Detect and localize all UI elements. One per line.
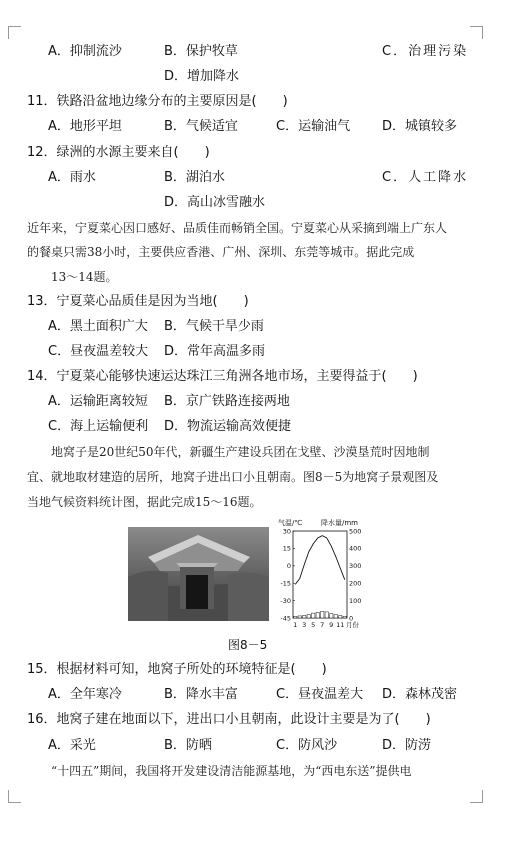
- precipitation-bar: [316, 612, 319, 618]
- passage2-line2: 宜、就地取材建造的居所，地窝子进出口小且朝南。图8－5为地窝子景观图及: [27, 470, 439, 484]
- q15-option-d[interactable]: D．森林茂密: [382, 687, 458, 702]
- q16-option-b[interactable]: B．防晒: [164, 738, 212, 753]
- precipitation-bar: [321, 611, 324, 618]
- chart-left-tick-label: 30: [282, 527, 291, 536]
- precipitation-bar: [339, 616, 342, 618]
- q11-option-b[interactable]: B．气候适宜: [164, 119, 238, 134]
- passage1-line1: 近年来，宁夏菜心因口感好、品质佳而畅销全国。宁夏菜心从采摘到端上广东人: [27, 221, 448, 235]
- precipitation-bar: [312, 613, 315, 618]
- q14-option-a[interactable]: A．运输距离较短: [48, 394, 148, 409]
- precipitation-bar: [307, 615, 310, 618]
- chart-left-tick-label: 0: [286, 562, 291, 571]
- chart-x-tick-label: 11: [336, 621, 345, 628]
- q15-option-c[interactable]: C．昼夜温差大: [276, 687, 364, 702]
- passage1-line3: 13～14题。: [51, 270, 118, 284]
- figure-caption: 图8－5: [228, 638, 268, 652]
- passage3-line1: “十四五”期间，我国将开发建设清洁能源基地，为“西电东送”提供电: [51, 764, 412, 778]
- chart-left-tick-label: -30: [280, 596, 291, 605]
- precipitation-bar: [343, 616, 346, 618]
- chart-x-tick-label: 9: [329, 621, 334, 628]
- crop-mark-bottom-left: [8, 790, 21, 803]
- temperature-line: [295, 536, 345, 585]
- chart-left-tick-label: -45: [280, 614, 291, 623]
- dwelling-photo: [128, 527, 269, 621]
- climate-chart: [276, 516, 372, 628]
- q14-option-b[interactable]: B．京广铁路连接两地: [164, 394, 290, 409]
- chart-right-axis-label: 降水量/mm: [321, 519, 358, 527]
- precipitation-bar: [298, 616, 301, 618]
- passage2-line3: 当地气候资料统计图，据此完成15～16题。: [27, 495, 262, 509]
- q11-option-c[interactable]: C．运输油气: [276, 119, 351, 134]
- q13-stem: 13．宁夏菜心品质佳是因为当地( ): [27, 294, 249, 309]
- q11-option-d[interactable]: D．城镇较多: [382, 119, 458, 134]
- crop-mark-top-left: [8, 26, 21, 39]
- chart-x-label: 月份: [346, 621, 359, 628]
- q10-option-b[interactable]: B．保护牧草: [164, 44, 238, 59]
- q13-option-c[interactable]: C．昼夜温差较大: [48, 344, 149, 359]
- q10-option-c[interactable]: C．治理污染: [382, 44, 469, 59]
- q16-option-c[interactable]: C．防风沙: [276, 738, 338, 753]
- q11-option-a[interactable]: A．地形平坦: [48, 119, 122, 134]
- chart-right-tick-label: 400: [349, 544, 362, 553]
- q16-stem: 16．地窝子建在地面以下，进出口小且朝南，此设计主要是为了( ): [27, 712, 431, 727]
- q11-stem: 11．铁路沿盆地边缘分布的主要原因是( ): [27, 94, 288, 109]
- q15-stem: 15．根据材料可知，地窝子所处的环境特征是( ): [27, 662, 327, 677]
- chart-right-tick-label: 500: [349, 527, 362, 536]
- chart-left-tick-label: -15: [280, 579, 291, 588]
- crop-mark-bottom-right: [470, 790, 483, 803]
- precipitation-bar: [294, 616, 297, 618]
- q14-option-d[interactable]: D．物流运输高效便捷: [164, 419, 292, 434]
- chart-left-axis-label: 气温/℃: [278, 519, 303, 527]
- q16-option-a[interactable]: A．采光: [48, 738, 96, 753]
- q10-option-d[interactable]: D．增加降水: [164, 69, 240, 84]
- q15-option-a[interactable]: A．全年寒冷: [48, 687, 122, 702]
- q12-option-c[interactable]: C．人工降水: [382, 170, 469, 185]
- q12-stem: 12．绿洲的水源主要来自( ): [27, 145, 210, 160]
- passage1-line2: 的餐桌只需38小时，主要供应香港、广州、深圳、东莞等城市。据此完成: [27, 245, 415, 259]
- chart-x-tick-label: 3: [302, 621, 307, 628]
- q12-option-a[interactable]: A．雨水: [48, 170, 96, 185]
- precipitation-bar: [330, 614, 333, 618]
- chart-left-tick-label: 15: [282, 544, 291, 553]
- q12-option-d[interactable]: D．高山冰雪融水: [164, 195, 266, 210]
- passage2-line1: 地窝子是20世纪50年代，新疆生产建设兵团在戈壁、沙漠垦荒时因地制: [51, 445, 430, 459]
- precipitation-bar: [303, 615, 306, 618]
- chart-right-tick-label: 200: [349, 579, 362, 588]
- chart-x-tick-label: 5: [311, 621, 316, 628]
- chart-x-tick-label: 7: [320, 621, 325, 628]
- q12-option-b[interactable]: B．湖泊水: [164, 170, 225, 185]
- chart-right-tick-label: 100: [349, 596, 362, 605]
- q15-option-b[interactable]: B．降水丰富: [164, 687, 238, 702]
- q10-option-a[interactable]: A．抑制流沙: [48, 44, 122, 59]
- chart-right-tick-label: 0: [349, 614, 354, 623]
- q16-option-d[interactable]: D．防涝: [382, 738, 432, 753]
- chart-right-tick-label: 300: [349, 562, 362, 571]
- chart-x-tick-label: 1: [293, 621, 298, 628]
- q14-option-c[interactable]: C．海上运输便利: [48, 419, 149, 434]
- precipitation-bar: [334, 615, 337, 618]
- precipitation-bar: [325, 612, 328, 618]
- q13-option-d[interactable]: D．常年高温多雨: [164, 344, 266, 359]
- q13-option-b[interactable]: B．气候干旱少雨: [164, 319, 264, 334]
- crop-mark-top-right: [470, 26, 483, 39]
- q14-stem: 14．宁夏菜心能够快速运达珠江三角洲各地市场，主要得益于( ): [27, 369, 418, 384]
- q13-option-a[interactable]: A．黑土面积广大: [48, 319, 148, 334]
